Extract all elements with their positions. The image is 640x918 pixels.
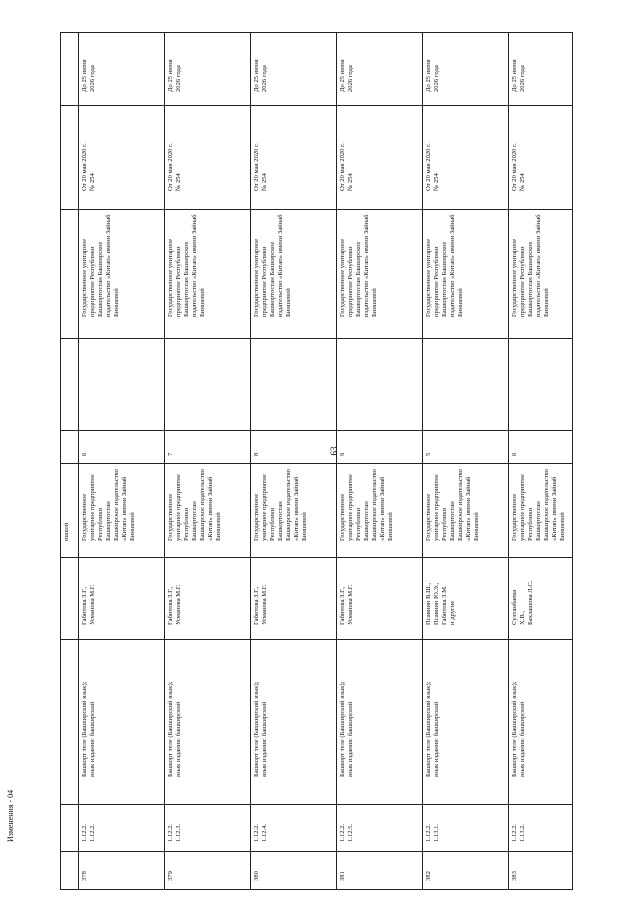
table-cell [165,430,251,463]
table-cell [165,640,251,805]
table-cell [337,33,423,106]
cell-text: Башкорт теле (Башкирский язык); язык издания: башкирский [167,681,182,778]
table-cell [509,105,573,209]
table-cell [165,852,251,890]
table-cell [509,640,573,805]
table-cell [423,339,509,431]
cell-text: Башкорт теле (Башкирский язык); язык издания: башкирский [81,681,96,778]
cell-text: 1.12.2. 1.12.5. [339,824,354,843]
table-cell [251,33,337,106]
footer-note: Изменения - 04 [6,789,15,842]
table-cell [251,640,337,805]
cell-text [337,339,423,417]
table-cell [337,463,423,557]
cell-text: Государственное унитарное предприятие Республики Башкортостан Башкирское издательство «Китап» имени Зайнаб Биишевой [339,214,378,317]
table-cell [251,805,337,852]
table-cell [337,805,423,852]
table-cell [251,209,337,338]
table-cell [61,209,79,338]
table-cell [61,339,79,431]
table-cell [61,852,79,890]
table-cell [61,640,79,805]
table-cell [165,557,251,639]
table-cell [165,105,251,209]
table-cell [61,557,79,639]
cell-text: Государственное унитарное предприятие Республики Башкортостан Башкирское издательство «Китап» имени Зайнаб Биишевой [253,468,308,541]
cell-text: Башкорт теле (Башкирский язык); язык издания: башкирский [425,681,440,778]
cell-text [509,339,573,417]
table-cell [251,105,337,209]
table-cell [251,852,337,890]
table-cell [423,557,509,639]
cell-text [423,339,509,417]
table-cell [423,430,509,463]
cell-text: Государственное унитарное предприятие Республики Башкортостан Башкирское издательство «Китап» имени Зайнаб Биишевой [167,468,222,541]
table-cell [165,33,251,106]
table-cell [61,430,79,463]
table-cell [509,463,573,557]
table-cell [423,463,509,557]
cell-text: Габитова З.Г., Усманова М.Г. [81,584,96,625]
table-cell [337,430,423,463]
cell-text: Государственное унитарное предприятие Республики Башкортостан Башкирское издательство «Китап» имени Зайнаб Биишевой [511,468,566,541]
table-cell [337,105,423,209]
table-cell [423,640,509,805]
cell-text: До 25 июня 2026 года [425,59,440,92]
cell-text: Государственное унитарное предприятие Республики Башкортостан Башкирское издательство «Китап» имени Зайнаб Биишевой [81,468,136,541]
cell-text: До 25 июня 2026 года [511,59,526,92]
cell-text: Башкорт теле (Башкирский язык); язык издания: башкирский [339,681,354,778]
cell-text: До 25 июня 2026 года [167,59,182,92]
table-cell [423,852,509,890]
table-cell [423,33,509,106]
table-cell [165,463,251,557]
cell-text [165,339,251,417]
cell-text: 1.12.2. 1.12.4. [253,824,268,843]
cell-text: От 20 мая 2020 г. № 254 [81,143,96,191]
cell-text: 1.12.2. 1.12.2. [81,824,96,843]
table-cell [61,805,79,852]
cell-text: 1.12.2. 1.13.1. [425,824,440,843]
table-cell [337,557,423,639]
cell-text: 378 [81,871,88,882]
cell-text: ншкой [63,522,70,541]
cell-text: До 25 июня 2026 года [81,59,96,92]
cell-text: Габитова З.Г., Усманова М.Г. [167,584,182,625]
cell-text: 1.12.2. 1.12.3. [167,824,182,843]
table-cell [423,209,509,338]
table-cell [251,557,337,639]
table-cell [509,33,573,106]
cell-text: Государственное унитарное предприятие Республики Башкортостан Башкирское издательство «Китап» имени Зайнаб Биишевой [81,214,120,317]
table-cell [509,339,573,431]
cell-text: Псавнин В.Ш., Псавнин Ю.Э., Габитова З.М. и другие [425,582,456,625]
cell-text: До 25 июня 2026 года [253,59,268,92]
cell-text: 379 [167,871,174,882]
cell-text: Габитова З.Г., Усманова М.Г. [253,584,268,625]
cell-text [251,339,337,417]
cell-text: Государственное унитарное предприятие Республики Башкортостан Башкирское издательство «Китап» имени Зайнаб Биишевой [425,468,480,541]
table-cell [61,463,79,557]
cell-text: От 20 мая 2020 г. № 254 [253,143,268,191]
cell-text: 5 [425,452,432,456]
cell-text: Башкорт теле (Башкирский язык); язык издания: башкирский [253,681,268,778]
cell-text: Государственное унитарное предприятие Республики Башкортостан Башкирское издательство «Китап» имени Зайнаб Биишевой [511,214,550,317]
table-cell [79,805,165,852]
cell-text: 6 [81,452,88,456]
table-cell [423,105,509,209]
page-number: 63 [329,446,339,456]
table-cell [79,209,165,338]
table-cell [165,339,251,431]
table-cell [509,852,573,890]
table-cell [251,463,337,557]
cell-text: 382 [425,871,432,882]
table-cell [165,209,251,338]
cell-text: Государственное унитарное предприятие Республики Башкортостан Башкирское издательство «Китап» имени Зайнаб Биишевой [339,468,394,541]
cell-text: От 20 мая 2020 г. № 254 [511,143,526,191]
table-cell [423,805,509,852]
table-cell [509,209,573,338]
table-cell [337,339,423,431]
table-cell [79,557,165,639]
table-cell [61,105,79,209]
table-cell [165,805,251,852]
table-cell [509,805,573,852]
table-cell [337,640,423,805]
cell-text: До 25 июня 2026 года [339,59,354,92]
table-cell [79,105,165,209]
cell-text: От 20 мая 2020 г. № 254 [167,143,182,191]
cell-text: 380 [253,871,260,882]
table-cell [79,339,165,431]
table-cell [337,209,423,338]
table-cell [509,430,573,463]
table-cell [79,33,165,106]
cell-text: Габитова З.Г., Усманова М.Г. [339,584,354,625]
table-cell [251,430,337,463]
table-cell [509,557,573,639]
table-cell [79,640,165,805]
table-cell [79,852,165,890]
cell-text: От 20 мая 2020 г. № 254 [425,143,440,191]
cell-text [79,339,165,417]
cell-text: Государственное унитарное предприятие Республики Башкортостан Башкирское издательство «Китап» имени Зайнаб Биишевой [253,214,292,317]
cell-text: 7 [167,452,174,456]
cell-text: Государственное унитарное предприятие Республики Башкортостан Башкирское издательство «Китап» имени Зайнаб Биишевой [425,214,464,317]
cell-text: Государственное унитарное предприятие Республики Башкортостан Башкирское издательство «Китап» имени Зайнаб Биишевой [167,214,206,317]
cell-text: Башкорт теле (Башкирский язык); язык издания: башкирский [511,681,526,778]
cell-text: 381 [339,871,346,882]
table-cell [337,852,423,890]
table-cell [79,463,165,557]
table-cell [61,33,79,106]
table-cell [79,430,165,463]
cell-text: 9 [339,452,346,456]
cell-text: От 20 мая 2020 г. № 254 [339,143,354,191]
table-cell [251,339,337,431]
cell-text: Султанбаева Х.В., Бахлашова Л.С. [511,580,534,625]
document-table [60,32,572,890]
cell-text: 6 [511,452,518,456]
cell-text: 1.12.2. 1.13.2. [511,824,526,843]
cell-text: 383 [511,871,518,882]
cell-text: 8 [253,452,260,456]
